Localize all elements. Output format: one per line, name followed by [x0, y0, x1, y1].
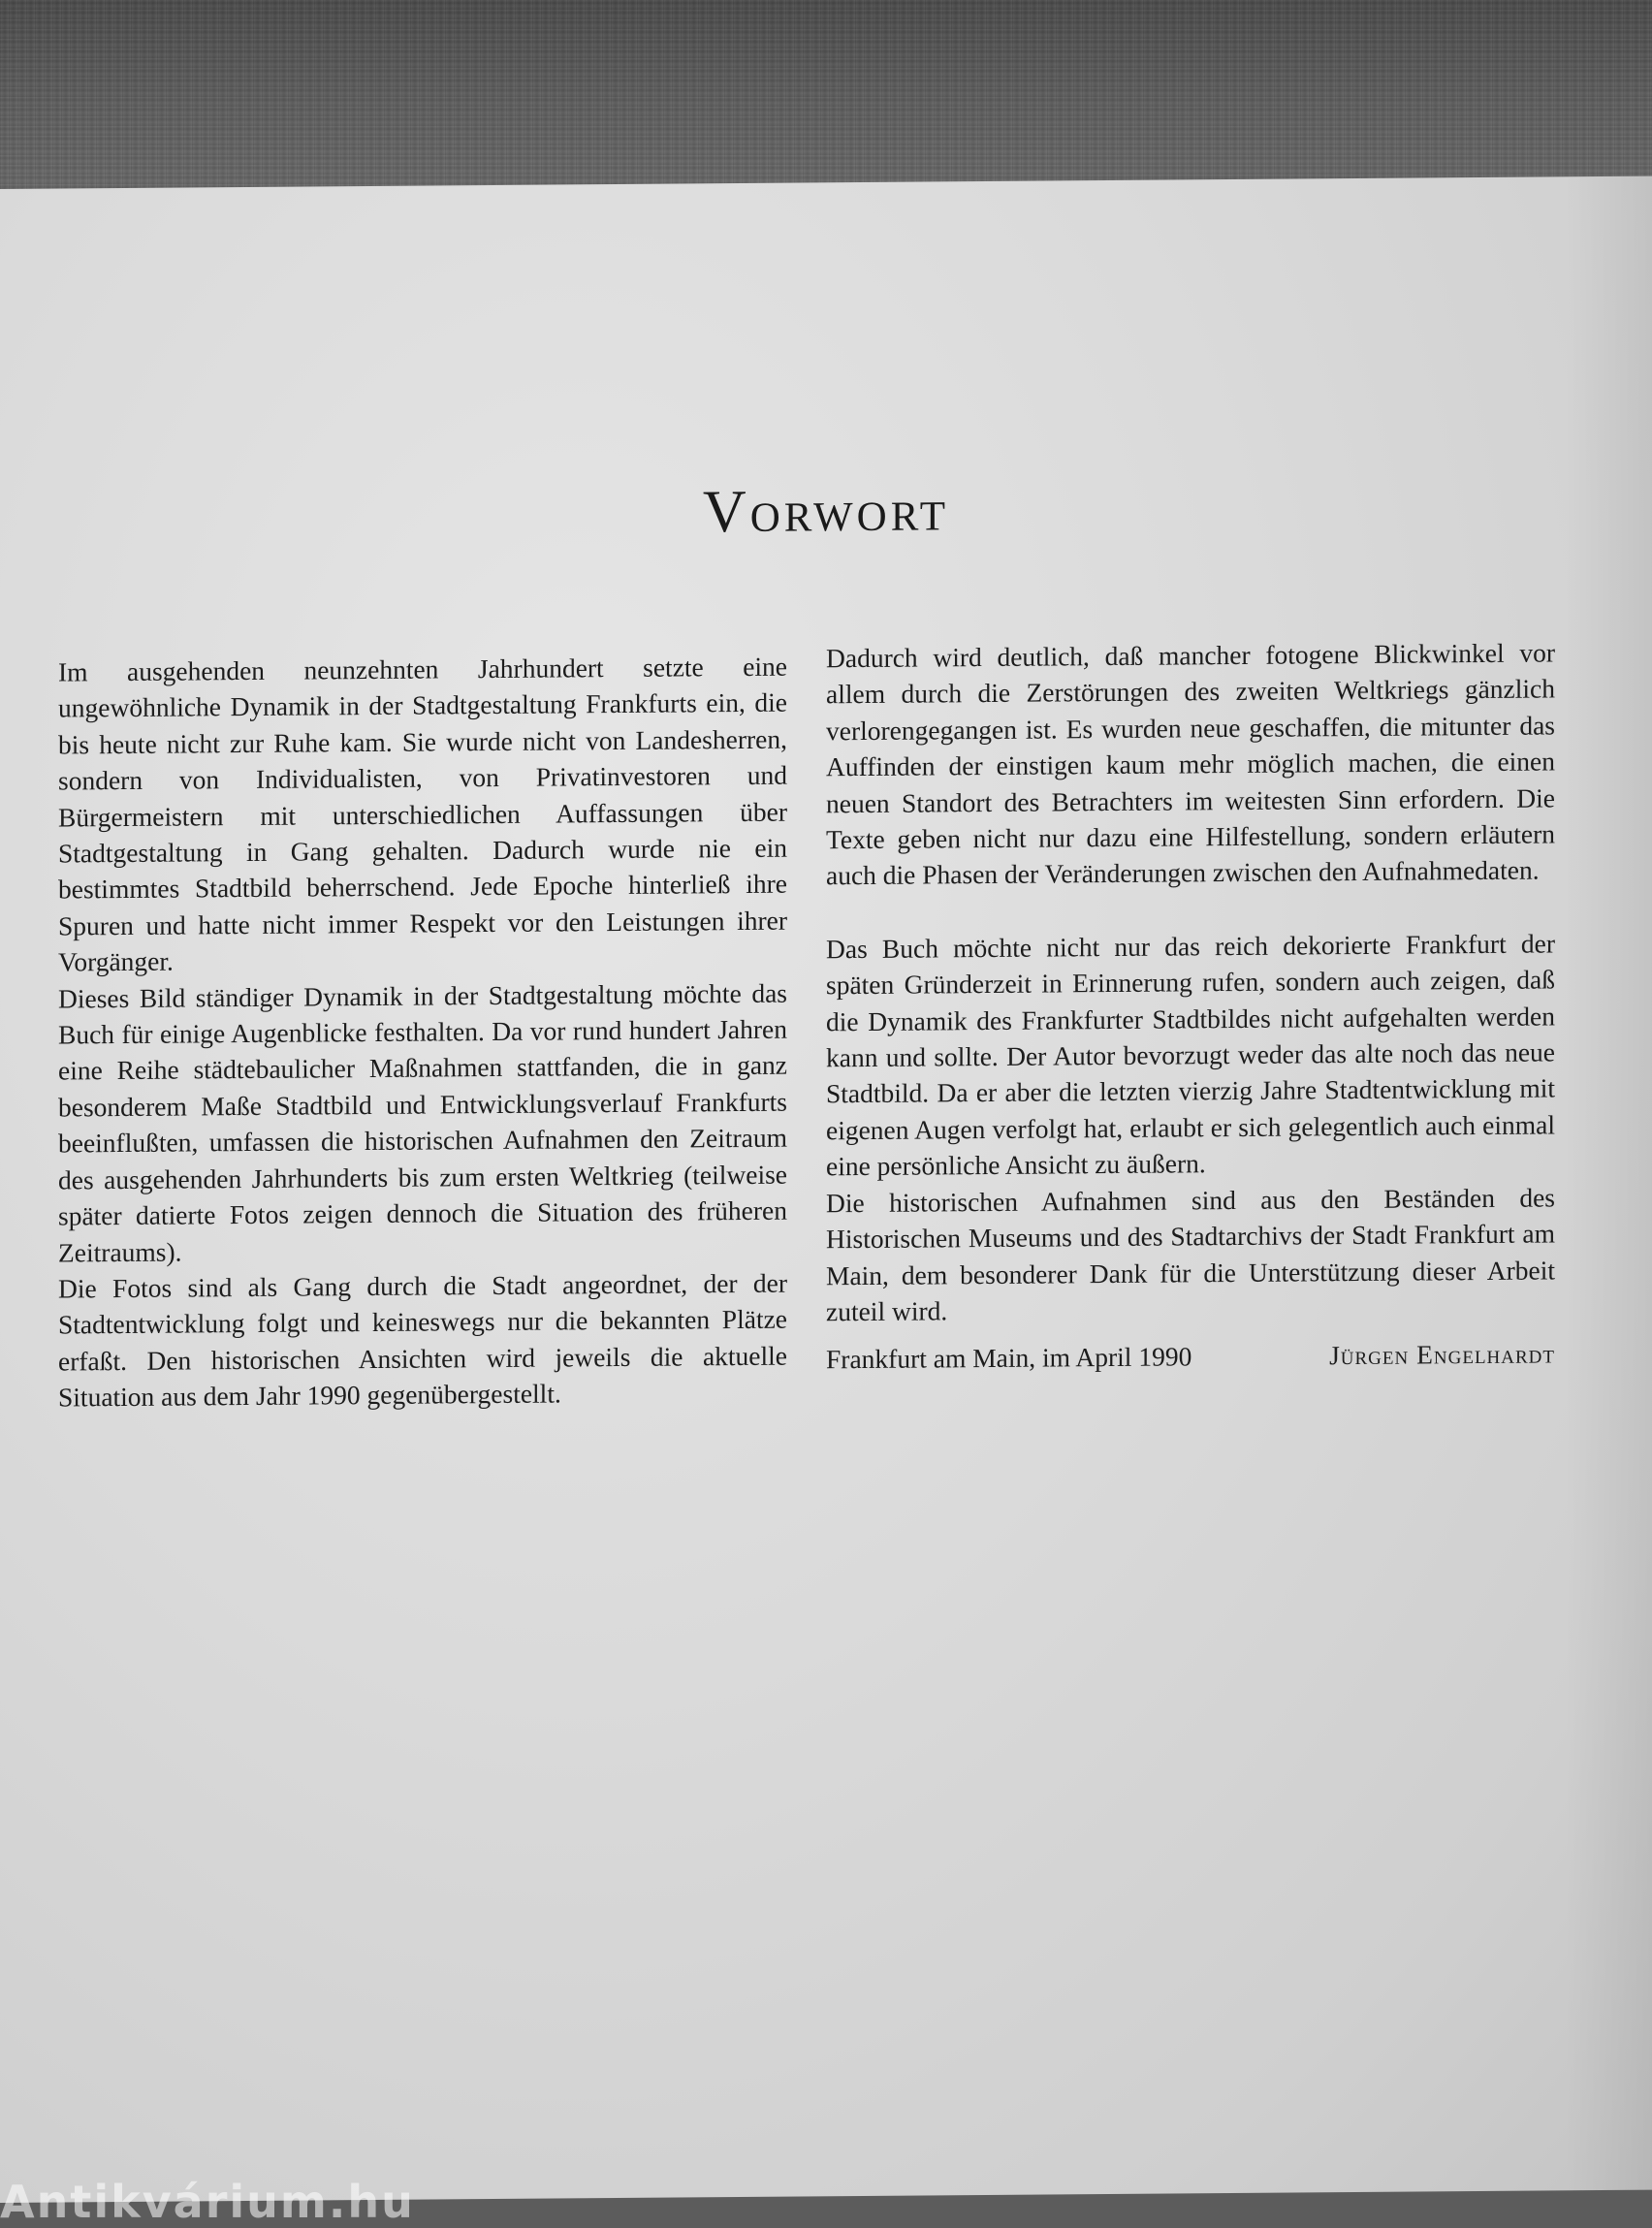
left-text-column: [58, 649, 787, 1416]
watermark-text: Antikvárium.hu: [0, 2176, 415, 2228]
author-name: Jürgen Engelhardt: [1329, 1338, 1555, 1371]
right-paragraph-2: Das Buch möchte nicht nur das reich dekorierte Frankfurt der späten Gründerzeit in Erinnerung rufen, sondern auch zeigen, daß die Dynamik des Frankfurter Stadtbildes nicht aufgehalten werden kann und sollte. Der Autor bevorzugt weder das alte noch das neue Stadtbild. Da er aber die letzten vierzig Jahre Stadtentwicklung mit eigenen Augen verfolgt hat, erlaubt er sich gelegentlich auch einmal eine persönliche Ansicht zu äußern.: [826, 928, 1555, 1182]
left-paragraph-2: Dieses Bild ständiger Dynamik in der Stadtgestaltung möchte das Buch für einige Augenblicke festhalten. Da vor rund hundert Jahren eine Reihe städtebaulicher Maßnahmen stattfanden, die in ganz besonderem Maße Stadtbild und Entwicklungsverlauf Frankfurts beeinflußten, umfassen die historischen Aufnahmen den Zeitraum des ausgehenden Jahrhunderts bis zum ersten Weltkrieg (teilweise später datierte Fotos zeigen dennoch die Situation des früheren Zeitraums).: [58, 977, 787, 1268]
place-date: Frankfurt am Main, im April 1990: [826, 1341, 1192, 1375]
page-title: Vorwort: [702, 476, 950, 545]
paragraph-gap: [826, 888, 1555, 931]
right-paragraph-3: Die historischen Aufnahmen sind aus den Beständen des Historischen Museums und des Stadtarchivs der Stadt Frankfurt am Main, dem besonderer Dank für die Unterstützung dieser Arbeit zuteil wird.: [826, 1182, 1555, 1327]
right-text-column: [826, 634, 1555, 1378]
left-paragraph-1: Im ausgehenden neunzehnten Jahrhundert setzte eine ungewöhnliche Dynamik in der Stadtgestaltung Frankfurts ein, die bis heute nicht zur Ruhe kam. Sie wurde nicht von Landesherren, sondern von Individualisten, von Privatinvestoren und Bürgermeistern mit unterschiedlichen Auffassungen über Stadtgestaltung in Gang gehalten. Dadurch wurde nie ein bestimmtes Stadtbild beherrschend. Jede Epoche hinterließ ihre Spuren und hatte nicht immer Respekt vor den Leistungen ihrer Vorgänger.: [58, 651, 787, 977]
right-paragraph-1: Dadurch wird deutlich, daß mancher fotogene Blickwinkel vor allem durch die Zerstörungen des zweiten Weltkriegs gänzlich verlorengegangen ist. Es wurden neue geschaffen, die mitunter das Auffinden der einstigen kaum mehr möglich machen, die einen neuen Standort des Betrachters im weitesten Sinn erfordern. Die Texte geben nicht nur dazu eine Hilfestellung, sondern erläutern auch die Phasen der Veränderungen zwischen den Aufnahmedaten.: [826, 637, 1555, 891]
signature-line: [826, 1336, 1555, 1378]
book-page: [0, 176, 1652, 2203]
left-paragraph-3: Die Fotos sind als Gang durch die Stadt angeordnet, der der Stadtentwicklung folgt und keineswegs nur die bekannten Plätze erfaßt. Den historischen Ansichten wird jeweils die aktuelle Situation aus dem Jahr 1990 gegenübergestellt.: [58, 1267, 787, 1413]
